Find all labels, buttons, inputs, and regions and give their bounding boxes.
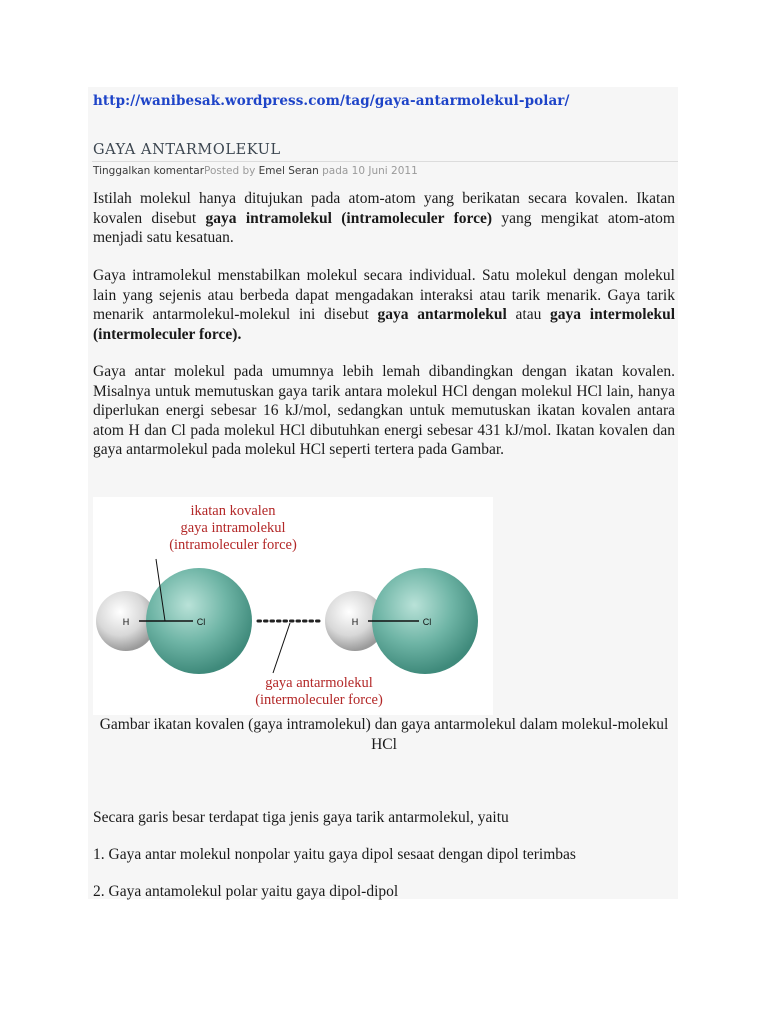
label-intermoleculer-force: (intermoleculer force)	[255, 692, 383, 708]
document-page	[88, 87, 678, 899]
list-item-2: 2. Gaya antamolekul polar yaitu gaya dipol-dipol	[93, 883, 399, 900]
hcl-diagram-svg	[93, 497, 493, 715]
p2-text-a: Gaya intramolekul menstabilkan molekul secara individual. Satu molekul dengan molekul lain yang sejenis atau berbeda dapat mengadakan interaksi atau tarik menarik. Gaya tarik menarik antarmolekul-molekul ini disebut	[93, 267, 675, 324]
paragraph-1	[93, 189, 675, 248]
h-label-2: H	[351, 617, 359, 627]
paragraph-3: Gaya antar molekul pada umumnya lebih lemah dibandingkan dengan ikatan kovalen. Misalnya untuk memutuskan gaya tarik antara molekul HCl dengan molekul HCl lain, hanya diperlukan energi sebesar 16 kJ/mol, sedangkan untuk memutuskan ikatan kovalen antara atom H dan Cl pada molekul HCl dibutuhkan energi sebesar 431 kJ/mol. Ikatan kovalen dan gaya antarmolekul pada molekul HCl seperti tertera pada Gambar.	[93, 363, 675, 459]
p2-bold-term-2: gaya intermolekul (intermoleculer force).	[93, 306, 676, 343]
cl-label-2: Cl	[422, 617, 432, 627]
post-date: 10 Juni 2011	[351, 165, 418, 177]
source-url-link[interactable]: http://wanibesak.wordpress.com/tag/gaya-antarmolekul-polar/	[93, 93, 570, 109]
paragraph-2	[93, 266, 675, 344]
label-gaya-antarmolekul: gaya antarmolekul	[265, 675, 373, 691]
post-meta	[93, 165, 418, 177]
p2-text-c: atau	[506, 306, 551, 324]
p2-bold-term-1: gaya antarmolekul	[377, 306, 507, 324]
hcl-diagram	[93, 497, 493, 715]
date-prefix: pada	[322, 165, 349, 177]
label-ikatan-kovalen: ikatan kovalen	[190, 503, 276, 519]
article-title: GAYA ANTARMOLEKUL	[93, 142, 281, 158]
list-intro: Secara garis besar terdapat tiga jenis gaya tarik antarmolekul, yaitu	[93, 809, 509, 826]
title-divider	[92, 161, 678, 162]
label-gaya-intramolekul: gaya intramolekul	[180, 520, 286, 536]
list-item-1: 1. Gaya antar molekul nonpolar yaitu gaya dipol sesaat dengan dipol terimbas	[93, 846, 576, 863]
label-intramoleculer-force: (intramoleculer force)	[169, 537, 297, 553]
p1-text-a: Istilah molekul hanya ditujukan pada atom-atom yang berikatan secara kovalen. Ikatan kovalen disebut	[93, 190, 675, 227]
h-label-1: H	[122, 617, 130, 627]
pointer-line-bottom	[273, 623, 290, 673]
p1-bold-term: gaya intramolekul (intramoleculer force)	[205, 209, 493, 227]
author-link[interactable]: Emel Seran	[258, 165, 319, 177]
cl-label-1: Cl	[196, 617, 206, 627]
figure-caption: Gambar ikatan kovalen (gaya intramolekul) dan gaya antarmolekul dalam molekul-molekul HCl	[99, 716, 669, 753]
posted-by-label: Posted by	[204, 165, 256, 177]
p1-text-c: yang mengikat atom-atom menjadi satu kesatuan.	[93, 209, 675, 247]
leave-comment-link[interactable]: Tinggalkan komentar	[93, 165, 205, 177]
